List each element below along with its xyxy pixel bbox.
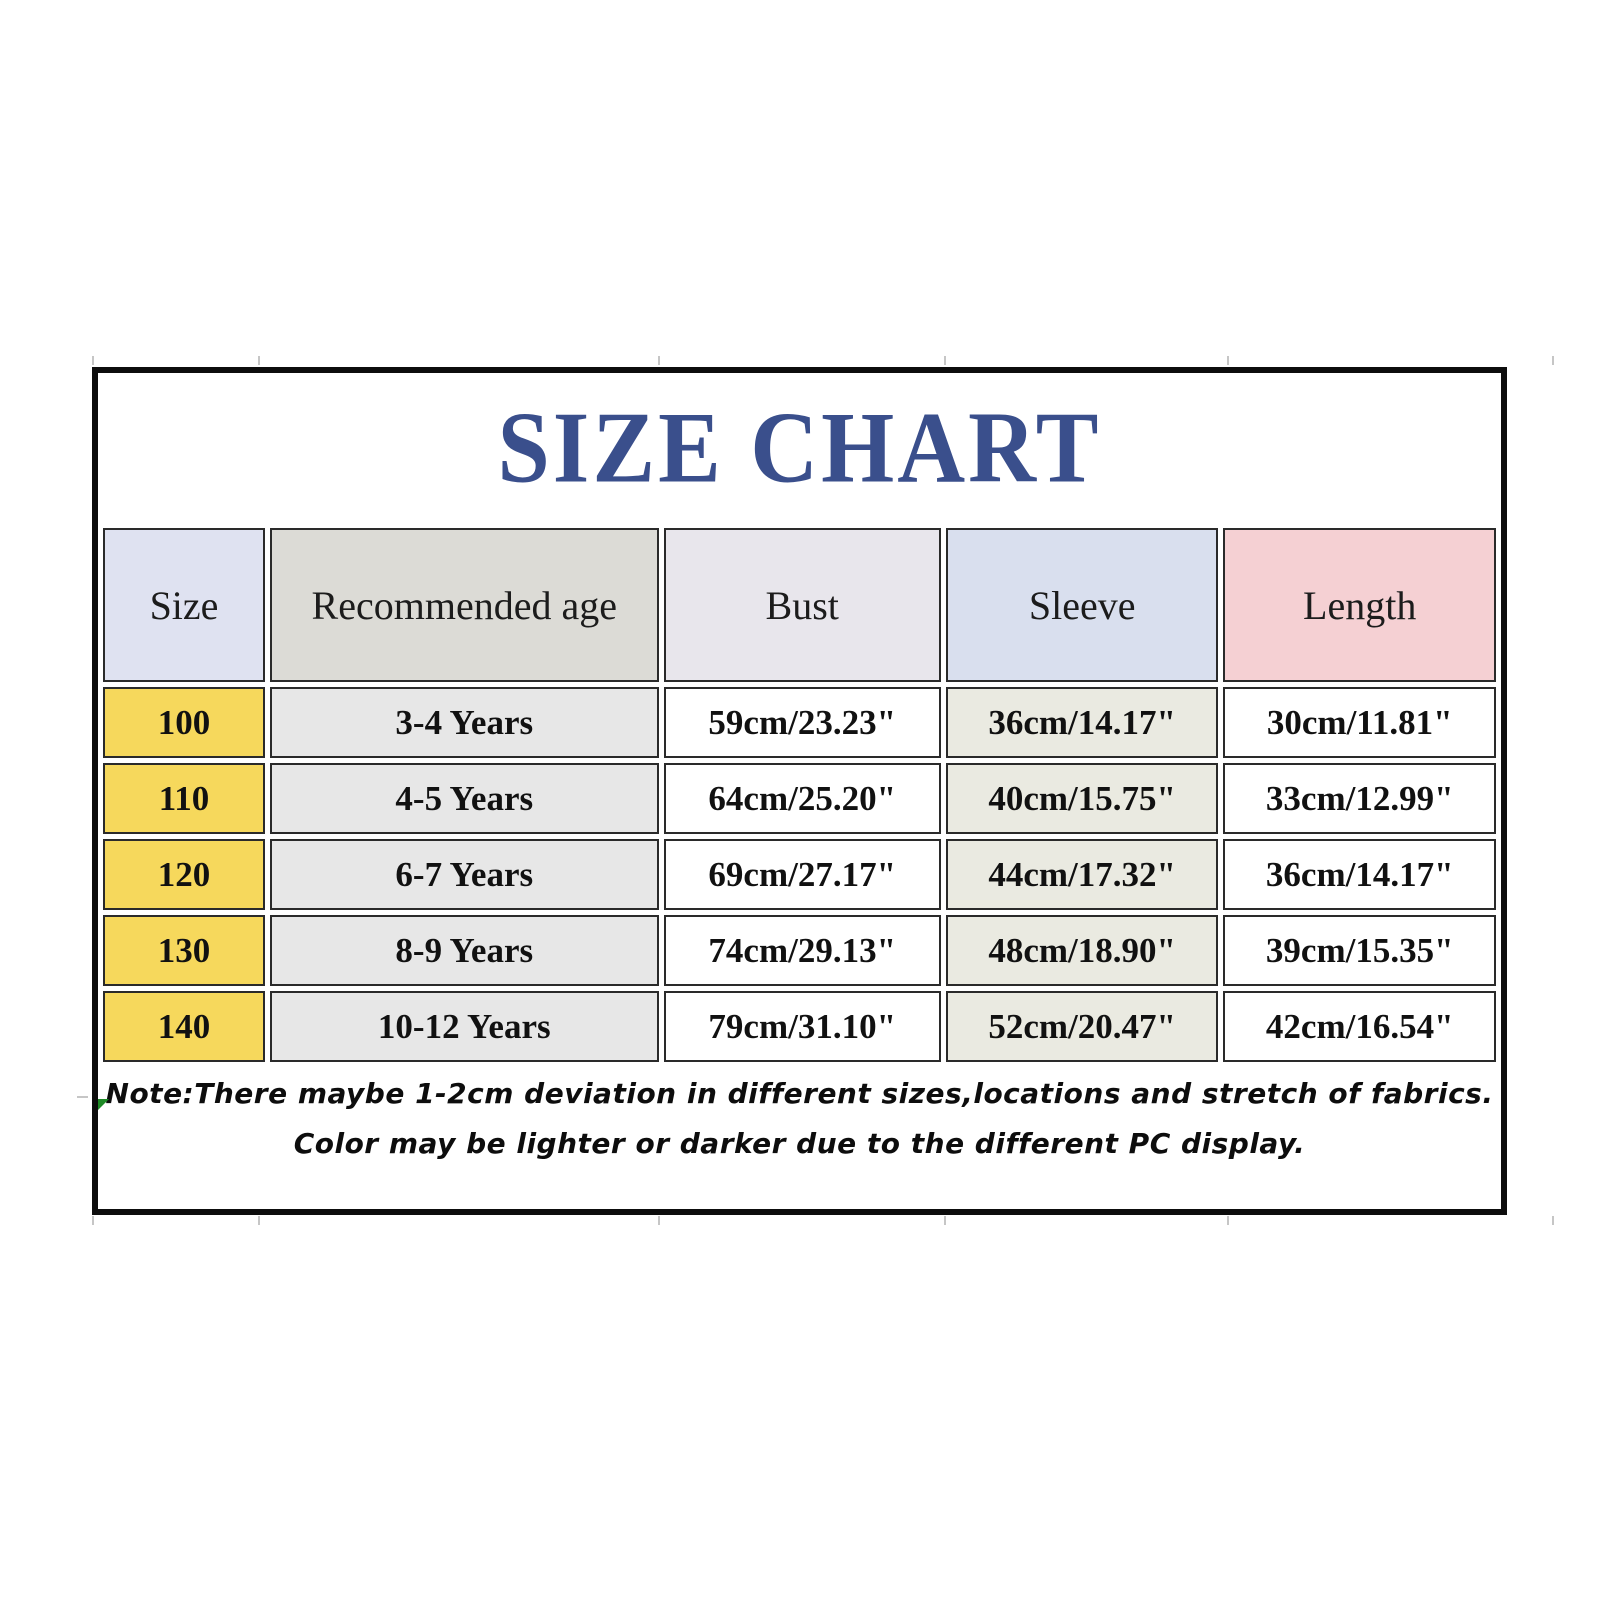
note-line-1: Note:There maybe 1-2cm deviation in different sizes,locations and stretch of fabrics. [105,1077,1494,1110]
age-cell: 4-5 Years [270,763,659,834]
gridline-tick [944,356,946,365]
sleeve-cell: 48cm/18.90" [946,915,1219,986]
excel-corner-marker [98,1099,109,1110]
table-row [103,839,1496,910]
gridline-tick [658,356,660,365]
note-line-2: Color may be lighter or darker due to the different PC display. [293,1127,1306,1160]
gridline-tick [1552,356,1554,365]
length-cell: 39cm/15.35" [1223,915,1496,986]
sleeve-cell: 40cm/15.75" [946,763,1219,834]
table-row [103,687,1496,758]
column-header-bust: Bust [664,528,941,682]
gridline-tick [658,1216,660,1225]
gridline-tick [77,1096,88,1098]
column-header-sleeve: Sleeve [946,528,1219,682]
size-cell: 110 [103,763,265,834]
size-cell: 120 [103,839,265,910]
gridline-tick [258,356,260,365]
age-cell: 3-4 Years [270,687,659,758]
gridline-tick [258,1216,260,1225]
age-cell: 10-12 Years [270,991,659,1062]
length-cell: 33cm/12.99" [1223,763,1496,834]
column-header-age: Recommended age [270,528,659,682]
size-cell: 130 [103,915,265,986]
sleeve-cell: 52cm/20.47" [946,991,1219,1062]
size-table [98,523,1501,1067]
bust-cell: 79cm/31.10" [664,991,941,1062]
size-cell: 140 [103,991,265,1062]
table-row [103,915,1496,986]
gridline-tick [1227,1216,1229,1225]
bust-cell: 69cm/27.17" [664,839,941,910]
note-block [98,1067,1501,1197]
table-row [103,991,1496,1062]
gridline-tick [1227,356,1229,365]
size-chart-title: SIZE CHART [497,391,1102,505]
length-cell: 30cm/11.81" [1223,687,1496,758]
length-cell: 42cm/16.54" [1223,991,1496,1062]
bust-cell: 74cm/29.13" [664,915,941,986]
column-header-length: Length [1223,528,1496,682]
column-header-size: Size [103,528,265,682]
length-cell: 36cm/14.17" [1223,839,1496,910]
gridline-tick [1552,1216,1554,1225]
header-row [103,528,1496,682]
bust-cell: 64cm/25.20" [664,763,941,834]
sleeve-cell: 36cm/14.17" [946,687,1219,758]
gridline-tick [944,1216,946,1225]
size-cell: 100 [103,687,265,758]
gridline-tick [92,356,94,365]
bust-cell: 59cm/23.23" [664,687,941,758]
title-row [98,373,1501,523]
sleeve-cell: 44cm/17.32" [946,839,1219,910]
table-row [103,763,1496,834]
age-cell: 6-7 Years [270,839,659,910]
size-chart-panel [92,367,1507,1215]
age-cell: 8-9 Years [270,915,659,986]
gridline-tick [92,1216,94,1225]
